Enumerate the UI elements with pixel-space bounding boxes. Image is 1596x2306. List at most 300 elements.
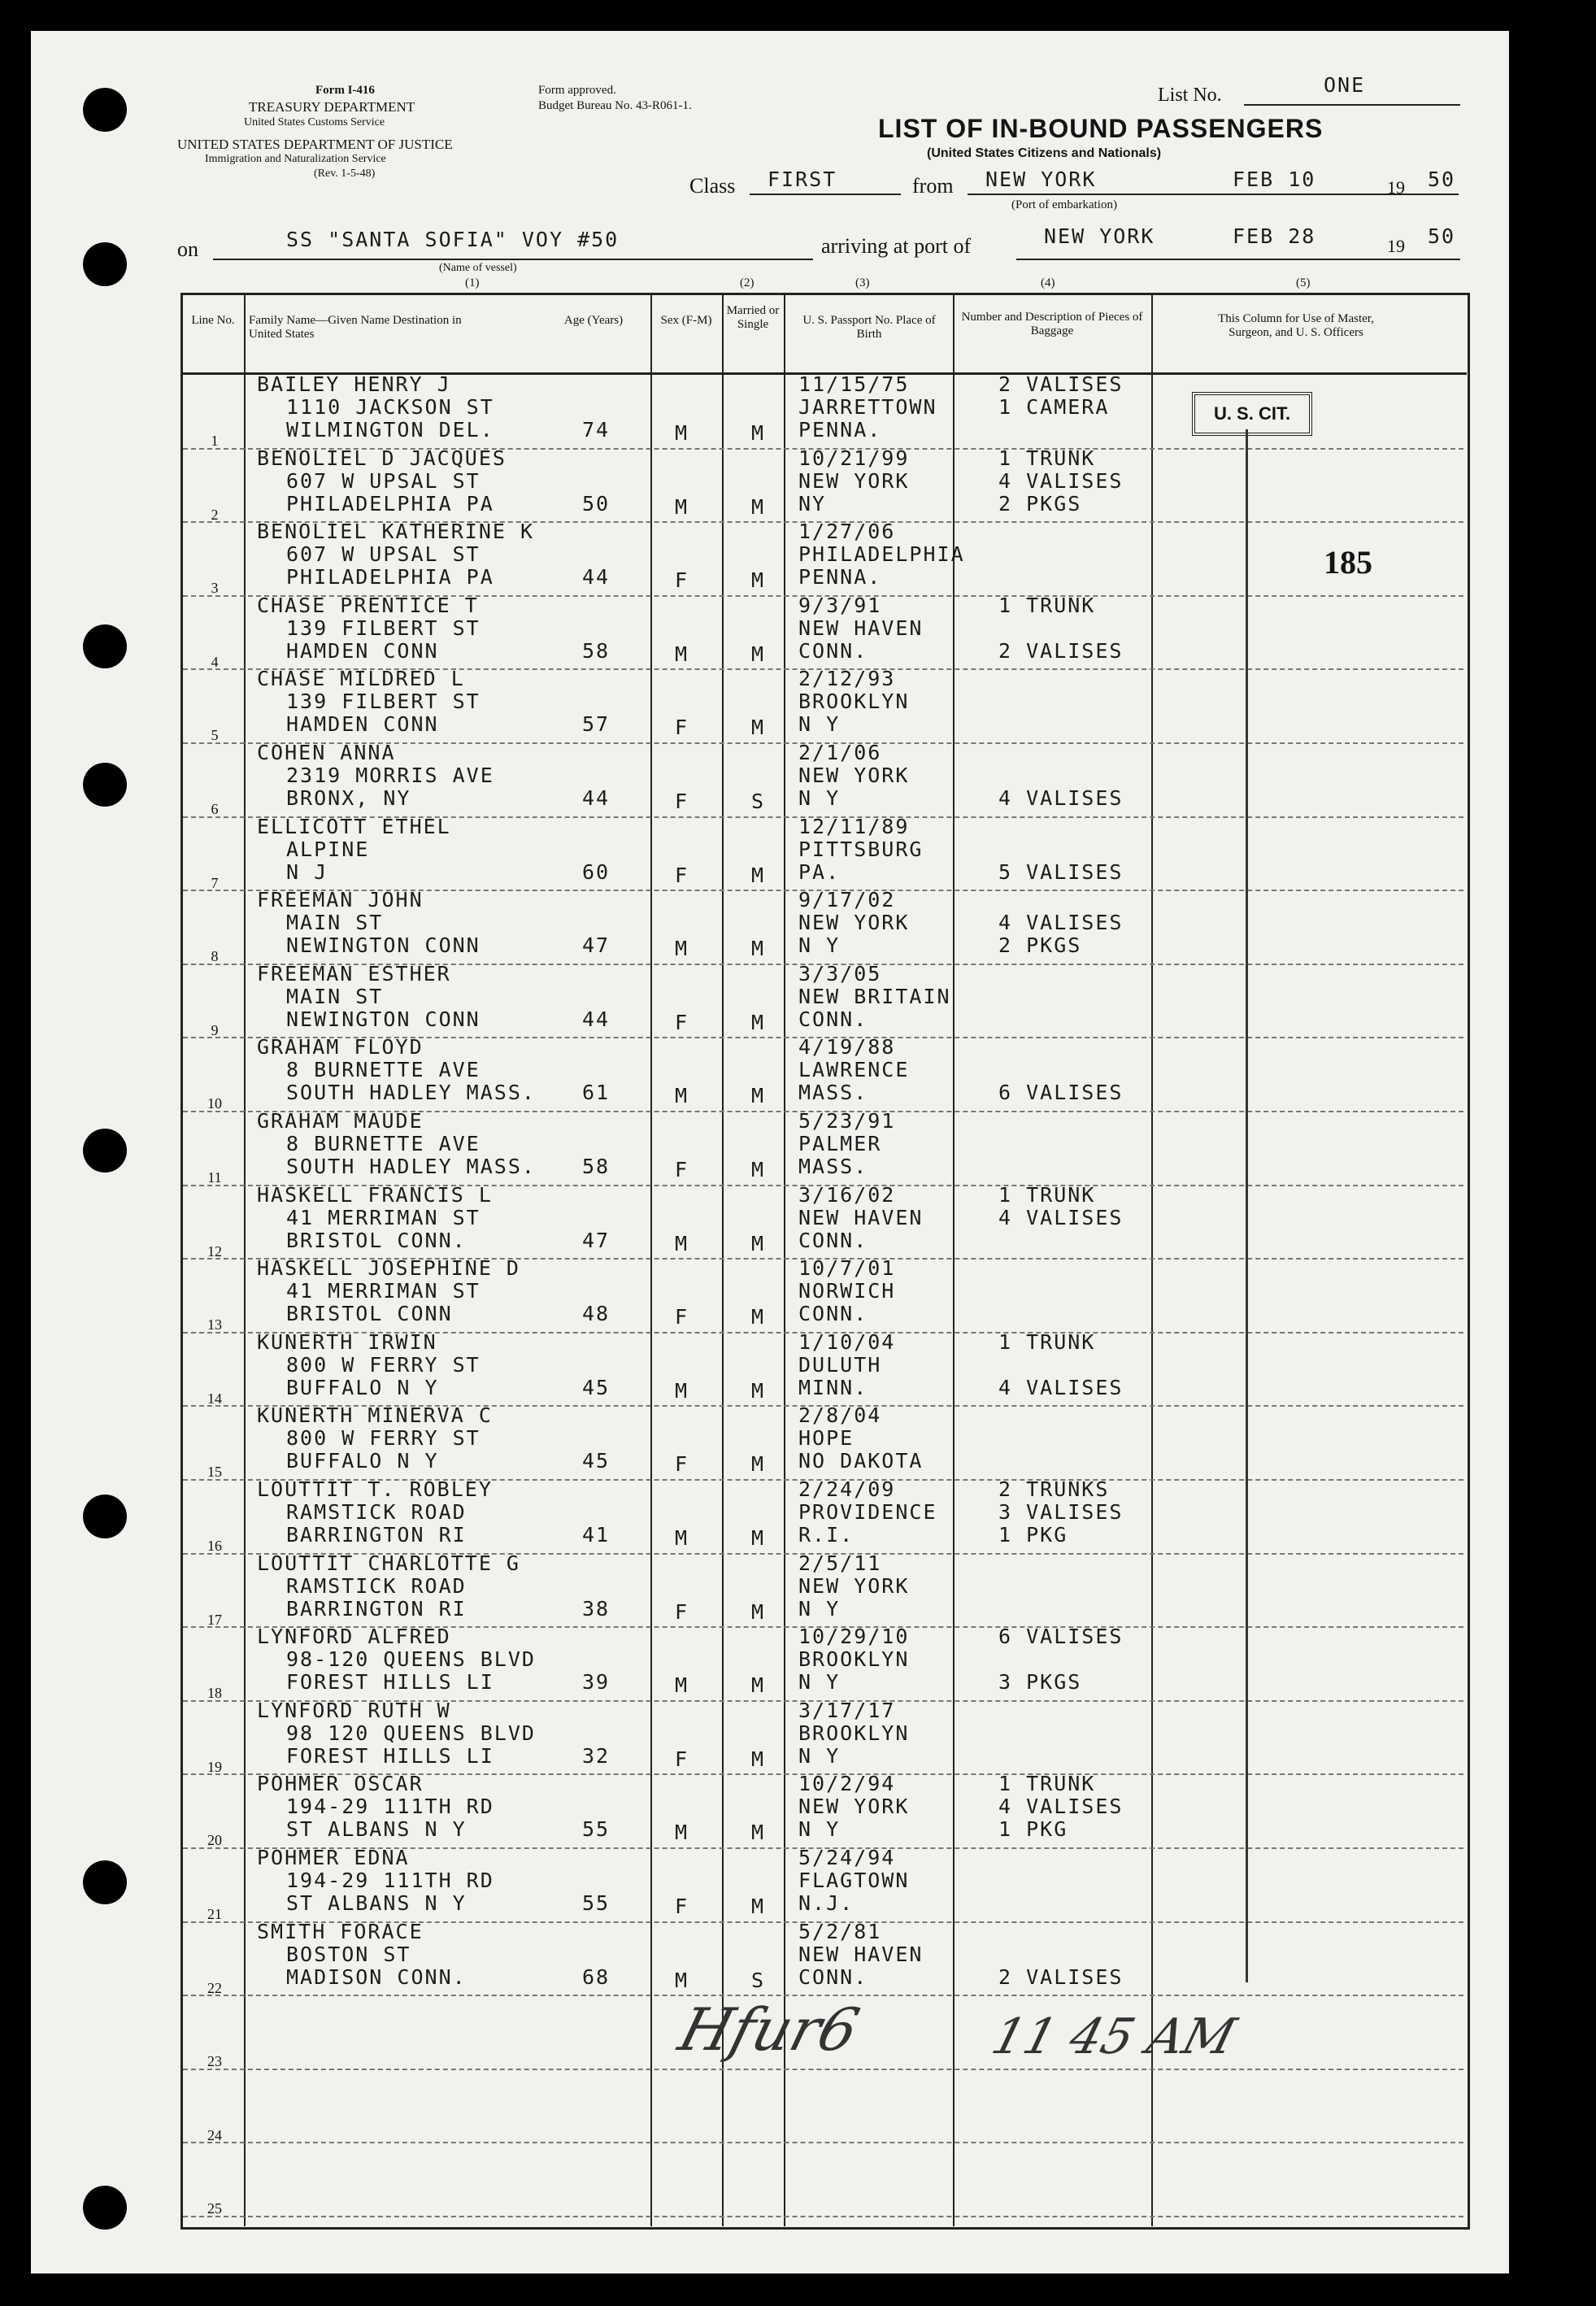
baggage-line: 4 VALISES [998, 468, 1124, 493]
baggage-line: 2 TRUNKS [998, 1477, 1110, 1501]
birth-place: BROOKLYN [798, 1647, 910, 1672]
passenger-sex: F [675, 1452, 689, 1477]
birth-state: N Y [798, 1817, 841, 1842]
passenger-age: 39 [582, 1670, 611, 1695]
passenger-address: 1110 JACKSON ST [286, 395, 494, 419]
budget-bureau: Budget Bureau No. 43-R061-1. [538, 99, 692, 112]
passenger-name: LOUTTIT T. ROBLEY [257, 1477, 493, 1501]
row-line-number: 21 [207, 1906, 222, 1922]
passenger-address: MAIN ST [286, 911, 384, 935]
passenger-age: 44 [582, 1007, 611, 1031]
row-line-number: 2 [211, 506, 219, 523]
passenger-address: 139 FILBERT ST [286, 690, 481, 714]
passenger-sex: M [675, 1084, 689, 1108]
form-number: Form I-416 [315, 84, 375, 97]
passenger-address: 8 BURNETTE AVE [286, 1058, 481, 1082]
birth-state: CONN. [798, 1302, 868, 1326]
passenger-sex: F [675, 1895, 689, 1918]
passenger-destination: FOREST HILLS LI [286, 1670, 494, 1695]
passenger-name: ELLICOTT ETHEL [257, 814, 451, 838]
passenger-destination: WILMINGTON DEL. [286, 418, 494, 442]
birth-place: NEW YORK [798, 468, 910, 493]
passport-date: 2/24/09 [798, 1477, 896, 1501]
passport-date: 10/7/01 [798, 1256, 896, 1281]
year-prefix: 19 [1387, 177, 1405, 198]
binder-hole [83, 1860, 127, 1904]
birth-state: PENNA. [798, 565, 882, 590]
birth-place: NEW YORK [798, 1795, 910, 1819]
birth-place: NORWICH [798, 1279, 896, 1303]
baggage-line: 2 VALISES [998, 372, 1124, 396]
passenger-name: LOUTTIT CHARLOTTE G [257, 1551, 520, 1575]
row-line-number: 4 [211, 653, 219, 670]
row-divider [183, 2216, 1463, 2217]
passenger-marital-status: M [751, 1452, 766, 1477]
passport-date: 4/19/88 [798, 1035, 896, 1059]
passenger-age: 61 [582, 1081, 611, 1105]
passport-date: 5/23/91 [798, 1109, 896, 1133]
baggage-line: 1 TRUNK [998, 446, 1096, 470]
passenger-sex: M [675, 421, 689, 445]
from-line [968, 194, 1459, 195]
passenger-sex: F [675, 1305, 689, 1329]
passenger-name: KUNERTH MINERVA C [257, 1403, 493, 1428]
birth-state: PENNA. [798, 418, 882, 442]
baggage-line: 6 VALISES [998, 1081, 1124, 1105]
passenger-address: 2319 MORRIS AVE [286, 764, 494, 787]
passenger-name: FREEMAN ESTHER [257, 961, 451, 985]
birth-state: MINN. [798, 1375, 868, 1399]
birth-state: N Y [798, 712, 841, 737]
row-line-number: 15 [207, 1464, 222, 1481]
passenger-age: 74 [582, 418, 611, 442]
row-line-number: 14 [207, 1390, 222, 1407]
passenger-name: POHMER OSCAR [257, 1772, 424, 1796]
passenger-destination: ST ALBANS N Y [286, 1817, 467, 1842]
col-header-age: Age (Years) [563, 314, 624, 327]
passenger-age: 45 [582, 1375, 611, 1399]
passenger-destination: FOREST HILLS LI [286, 1743, 494, 1768]
passenger-age: 32 [582, 1743, 611, 1768]
baggage-line: 3 PKGS [998, 1670, 1082, 1695]
passenger-address: BOSTON ST [286, 1942, 411, 1966]
passenger-age: 48 [582, 1302, 611, 1326]
passenger-sex: M [675, 937, 689, 961]
passenger-marital-status: M [751, 1526, 766, 1550]
passenger-destination: BUFFALO N Y [286, 1375, 439, 1399]
passport-date: 1/10/04 [798, 1329, 896, 1354]
passenger-age: 57 [582, 712, 611, 737]
passenger-sex: F [675, 1599, 689, 1624]
passenger-marital-status: M [751, 1231, 766, 1255]
binder-hole [83, 1129, 127, 1173]
baggage-line: 3 VALISES [998, 1500, 1124, 1524]
passenger-marital-status: M [751, 1673, 766, 1698]
year-prefix: 19 [1387, 236, 1405, 256]
revision: (Rev. 1-5-48) [314, 168, 376, 180]
passenger-age: 44 [582, 565, 611, 590]
row-line-number: 10 [207, 1095, 222, 1112]
justice-dept: UNITED STATES DEPARTMENT OF JUSTICE [177, 137, 453, 152]
passenger-address: 800 W FERRY ST [286, 1352, 481, 1377]
manifest-title: LIST OF IN-BOUND PASSENGERS [878, 114, 1324, 143]
baggage-line: 2 VALISES [998, 1964, 1124, 1989]
passport-date: 9/3/91 [798, 593, 882, 617]
passenger-destination: BRISTOL CONN. [286, 1228, 467, 1252]
row-line-number: 17 [207, 1611, 222, 1628]
baggage-line: 1 TRUNK [998, 1182, 1096, 1207]
passport-date: 10/2/94 [798, 1772, 896, 1796]
row-divider [183, 2069, 1463, 2070]
passport-date: 9/17/02 [798, 888, 896, 912]
passenger-marital-status: M [751, 1821, 766, 1845]
from-label: from [912, 174, 954, 198]
passenger-marital-status: M [751, 716, 766, 740]
passenger-age: 41 [582, 1523, 611, 1547]
passenger-marital-status: M [751, 1599, 766, 1624]
form-approved: Form approved. [538, 84, 616, 97]
passenger-address: 139 FILBERT ST [286, 616, 481, 640]
passenger-count: 185 [1324, 544, 1372, 581]
birth-state: R.I. [798, 1523, 855, 1547]
passenger-destination: PHILADELPHIA PA [286, 491, 494, 516]
binder-hole [83, 242, 127, 286]
vessel-note: (Name of vessel) [439, 262, 517, 274]
arriving-label: arriving at port of [821, 234, 972, 258]
passenger-age: 58 [582, 1155, 611, 1178]
birth-place: BROOKLYN [798, 690, 910, 714]
column-number: (1) [465, 276, 480, 289]
passenger-address: ALPINE [286, 837, 370, 861]
row-line-number: 5 [211, 727, 219, 744]
passport-date: 3/17/17 [798, 1698, 896, 1722]
passenger-destination: BARRINGTON RI [286, 1596, 467, 1621]
baggage-line: 5 VALISES [998, 859, 1124, 884]
binder-hole [83, 2186, 127, 2230]
passenger-name: BENOLIEL D JACQUES [257, 446, 507, 470]
baggage-line: 4 VALISES [998, 1375, 1124, 1399]
birth-state: CONN. [798, 1964, 868, 1989]
passport-date: 5/2/81 [798, 1919, 882, 1943]
passenger-age: 60 [582, 859, 611, 884]
passenger-name: SMITH FORACE [257, 1919, 424, 1943]
from-date: FEB 10 [1233, 168, 1316, 191]
baggage-line: 1 TRUNK [998, 1329, 1096, 1354]
row-line-number: 20 [207, 1832, 222, 1849]
passenger-marital-status: M [751, 937, 766, 961]
column-number: (5) [1296, 276, 1311, 289]
passenger-marital-status: S [751, 790, 766, 813]
immigration-service: Immigration and Naturalization Service [205, 153, 386, 165]
passport-date: 2/12/93 [798, 667, 896, 691]
row-divider [183, 2142, 1463, 2143]
treasury-dept: TREASURY DEPARTMENT [249, 99, 415, 115]
passenger-name: CHASE MILDRED L [257, 667, 465, 691]
passenger-marital-status: M [751, 1084, 766, 1108]
birth-state: N Y [798, 1670, 841, 1695]
passenger-sex: F [675, 863, 689, 887]
passenger-marital-status: M [751, 1305, 766, 1329]
passenger-sex: M [675, 494, 689, 519]
passenger-marital-status: M [751, 863, 766, 887]
binder-hole [83, 624, 127, 668]
passenger-address: 607 W UPSAL ST [286, 542, 481, 567]
birth-place: NEW HAVEN [798, 1942, 924, 1966]
birth-place: JARRETTOWN [798, 395, 937, 419]
vessel-line [213, 259, 813, 260]
arrival-line [1016, 259, 1460, 260]
passenger-name: GRAHAM MAUDE [257, 1109, 424, 1133]
passenger-destination: BRISTOL CONN [286, 1302, 453, 1326]
binder-hole [83, 88, 127, 132]
passenger-address: 98 120 QUEENS BLVD [286, 1721, 536, 1745]
birth-state: N Y [798, 933, 841, 958]
passenger-age: 55 [582, 1817, 611, 1842]
passenger-address: 98-120 QUEENS BLVD [286, 1647, 536, 1672]
passenger-destination: N J [286, 859, 328, 884]
passenger-name: HASKELL JOSEPHINE D [257, 1256, 520, 1281]
passenger-address: 194-29 111TH RD [286, 1869, 494, 1892]
birth-place: NEW HAVEN [798, 616, 924, 640]
birth-state: NY [798, 491, 827, 516]
port-embark-note: (Port of embarkation) [1011, 198, 1117, 211]
birth-state: NO DAKOTA [798, 1449, 924, 1473]
col-header-line: Line No. [191, 314, 235, 327]
list-no-label: List No. [1158, 85, 1222, 106]
baggage-line: 4 VALISES [998, 1795, 1124, 1819]
row-line-number: 22 [207, 1979, 222, 1996]
birth-place: PALMER [798, 1132, 882, 1155]
birth-place: NEW HAVEN [798, 1205, 924, 1229]
class-label: Class [689, 174, 736, 198]
officer-signature: Hfur6 [672, 1995, 867, 2064]
baggage-line: 1 PKG [998, 1817, 1068, 1842]
on-label: on [177, 237, 198, 261]
passenger-sex: M [675, 1968, 689, 1992]
from-port: NEW YORK [985, 168, 1097, 191]
passenger-sex: M [675, 642, 689, 666]
passenger-destination: BUFFALO N Y [286, 1449, 439, 1473]
passenger-sex: F [675, 1747, 689, 1771]
baggage-line: 1 PKG [998, 1523, 1068, 1547]
passenger-sex: M [675, 1378, 689, 1403]
birth-place: DULUTH [798, 1352, 882, 1377]
birth-state: CONN. [798, 1007, 868, 1031]
birth-place: FLAGTOWN [798, 1869, 910, 1892]
passenger-marital-status: M [751, 1378, 766, 1403]
passenger-marital-status: M [751, 421, 766, 445]
us-citizen-stamp: U. S. CIT. [1192, 392, 1312, 436]
passenger-address: 41 MERRIMAN ST [286, 1279, 481, 1303]
baggage-line: 1 TRUNK [998, 1772, 1096, 1796]
passenger-age: 55 [582, 1891, 611, 1915]
passenger-sex: F [675, 1010, 689, 1034]
passenger-sex: F [675, 1158, 689, 1181]
row-line-number: 16 [207, 1538, 222, 1554]
passenger-sex: F [675, 716, 689, 740]
passenger-age: 47 [582, 933, 611, 958]
passenger-name: HASKELL FRANCIS L [257, 1182, 493, 1207]
passport-date: 10/21/99 [798, 446, 910, 470]
passenger-sex: F [675, 568, 689, 593]
row-line-number: 12 [207, 1242, 222, 1260]
passenger-address: 800 W FERRY ST [286, 1426, 481, 1451]
column-number: (4) [1041, 276, 1055, 289]
officer-bracket-line [1246, 429, 1248, 1982]
passenger-address: RAMSTICK ROAD [286, 1500, 467, 1524]
row-line-number: 24 [207, 2126, 222, 2143]
column-number: (2) [740, 276, 755, 289]
passenger-age: 45 [582, 1449, 611, 1473]
passenger-name: CHASE PRENTICE T [257, 593, 479, 617]
birth-state: N.J. [798, 1891, 855, 1915]
passenger-name: COHEN ANNA [257, 741, 396, 764]
birth-place: PROVIDENCE [798, 1500, 937, 1524]
passport-date: 1/27/06 [798, 520, 896, 544]
passenger-destination: BRONX, NY [286, 786, 411, 810]
passport-date: 2/1/06 [798, 741, 882, 764]
row-line-number: 8 [211, 948, 219, 965]
passenger-destination: ST ALBANS N Y [286, 1891, 467, 1915]
col-header-officer: This Column for Use of Master, Surgeon, and U. S. Officers [1218, 312, 1374, 339]
passenger-destination: SOUTH HADLEY MASS. [286, 1081, 536, 1105]
class-value: FIRST [768, 168, 837, 191]
passenger-marital-status: M [751, 1895, 766, 1918]
passenger-destination: BARRINGTON RI [286, 1523, 467, 1547]
row-line-number: 3 [211, 580, 219, 597]
passenger-destination: PHILADELPHIA PA [286, 565, 494, 590]
manifest-subtitle: (United States Citizens and Nationals) [927, 146, 1162, 160]
passenger-destination: NEWINGTON CONN [286, 933, 481, 958]
column-number: (3) [855, 276, 870, 289]
birth-state: N Y [798, 786, 841, 810]
passenger-destination: MADISON CONN. [286, 1964, 467, 1989]
passenger-age: 68 [582, 1964, 611, 1989]
baggage-line: 2 VALISES [998, 638, 1124, 663]
vessel-name: SS "SANTA SOFIA" VOY #50 [286, 228, 620, 251]
col-header-baggage: Number and Description of Pieces of Baggage [961, 311, 1143, 337]
list-no-value: ONE [1324, 73, 1366, 97]
passport-date: 3/16/02 [798, 1182, 896, 1207]
row-line-number: 19 [207, 1758, 222, 1775]
passport-date: 3/3/05 [798, 961, 882, 985]
passenger-destination: NEWINGTON CONN [286, 1007, 481, 1031]
birth-place: NEW YORK [798, 911, 910, 935]
baggage-line: 2 PKGS [998, 933, 1082, 958]
passenger-marital-status: M [751, 642, 766, 666]
row-line-number: 7 [211, 874, 219, 891]
row-line-number: 6 [211, 801, 219, 817]
passenger-address: MAIN ST [286, 984, 384, 1008]
col-header-passport: U. S. Passport No. Place of Birth [802, 314, 936, 341]
passenger-marital-status: M [751, 1158, 766, 1181]
row-line-number: 1 [211, 433, 219, 449]
row-line-number: 18 [207, 1685, 222, 1702]
inspection-time: 11 45 AM [985, 2008, 1242, 2065]
passport-date: 2/5/11 [798, 1551, 882, 1575]
class-line [750, 194, 901, 195]
baggage-line: 4 VALISES [998, 911, 1124, 935]
passenger-address: 41 MERRIMAN ST [286, 1205, 481, 1229]
birth-state: N Y [798, 1743, 841, 1768]
baggage-line: 4 VALISES [998, 1205, 1124, 1229]
passenger-age: 50 [582, 491, 611, 516]
passenger-sex: F [675, 790, 689, 813]
birth-place: NEW YORK [798, 1573, 910, 1598]
passenger-name: POHMER EDNA [257, 1846, 410, 1869]
passenger-name: BAILEY HENRY J [257, 372, 451, 396]
customs-service: United States Customs Service [244, 116, 385, 128]
from-year: 50 [1428, 168, 1456, 191]
passenger-marital-status: S [751, 1968, 766, 1992]
birth-state: MASS. [798, 1081, 868, 1105]
passenger-destination: HAMDEN CONN [286, 712, 439, 737]
row-line-number: 13 [207, 1316, 222, 1334]
passenger-marital-status: M [751, 1747, 766, 1771]
col-header-married: Married or Single [726, 304, 780, 331]
birth-state: CONN. [798, 1228, 868, 1252]
baggage-line: 6 VALISES [998, 1625, 1124, 1649]
passenger-marital-status: M [751, 1010, 766, 1034]
birth-state: PA. [798, 859, 841, 884]
passenger-name: LYNFORD ALFRED [257, 1625, 451, 1649]
arrival-date: FEB 28 [1233, 224, 1316, 248]
passenger-sex: M [675, 1673, 689, 1698]
birth-place: LAWRENCE [798, 1058, 910, 1082]
birth-place: BROOKLYN [798, 1721, 910, 1745]
passenger-sex: M [675, 1821, 689, 1845]
passenger-address: RAMSTICK ROAD [286, 1573, 467, 1598]
birth-place: PHILADELPHIA [798, 542, 965, 567]
passenger-address: 194-29 111TH RD [286, 1795, 494, 1819]
passenger-age: 38 [582, 1596, 611, 1621]
birth-state: N Y [798, 1596, 841, 1621]
birth-state: MASS. [798, 1155, 868, 1178]
arrival-year: 50 [1428, 224, 1456, 248]
binder-hole [83, 763, 127, 807]
passport-date: 11/15/75 [798, 372, 910, 396]
passenger-destination: SOUTH HADLEY MASS. [286, 1155, 536, 1178]
passenger-destination: HAMDEN CONN [286, 638, 439, 663]
passenger-name: KUNERTH IRWIN [257, 1329, 437, 1354]
passenger-name: BENOLIEL KATHERINE K [257, 520, 535, 544]
row-line-number: 9 [211, 1021, 219, 1038]
baggage-line: 1 TRUNK [998, 593, 1096, 617]
passenger-address: 607 W UPSAL ST [286, 468, 481, 493]
binder-hole [83, 1495, 127, 1538]
passport-date: 5/24/94 [798, 1846, 896, 1869]
passport-date: 12/11/89 [798, 814, 910, 838]
birth-place: NEW BRITAIN [798, 984, 951, 1008]
passport-date: 10/29/10 [798, 1625, 910, 1649]
birth-place: PITTSBURG [798, 837, 924, 861]
baggage-line: 2 PKGS [998, 491, 1082, 516]
arrival-port: NEW YORK [1044, 224, 1155, 248]
passenger-age: 44 [582, 786, 611, 810]
passenger-sex: M [675, 1231, 689, 1255]
passenger-sex: M [675, 1526, 689, 1550]
baggage-line: 4 VALISES [998, 786, 1124, 810]
passenger-marital-status: M [751, 568, 766, 593]
passenger-name: GRAHAM FLOYD [257, 1035, 424, 1059]
passenger-name: LYNFORD RUTH W [257, 1698, 451, 1722]
passenger-address: 8 BURNETTE AVE [286, 1132, 481, 1155]
row-line-number: 23 [207, 2053, 222, 2070]
passenger-name: FREEMAN JOHN [257, 888, 424, 912]
passenger-marital-status: M [751, 494, 766, 519]
birth-place: HOPE [798, 1426, 855, 1451]
row-line-number: 25 [207, 2200, 222, 2217]
